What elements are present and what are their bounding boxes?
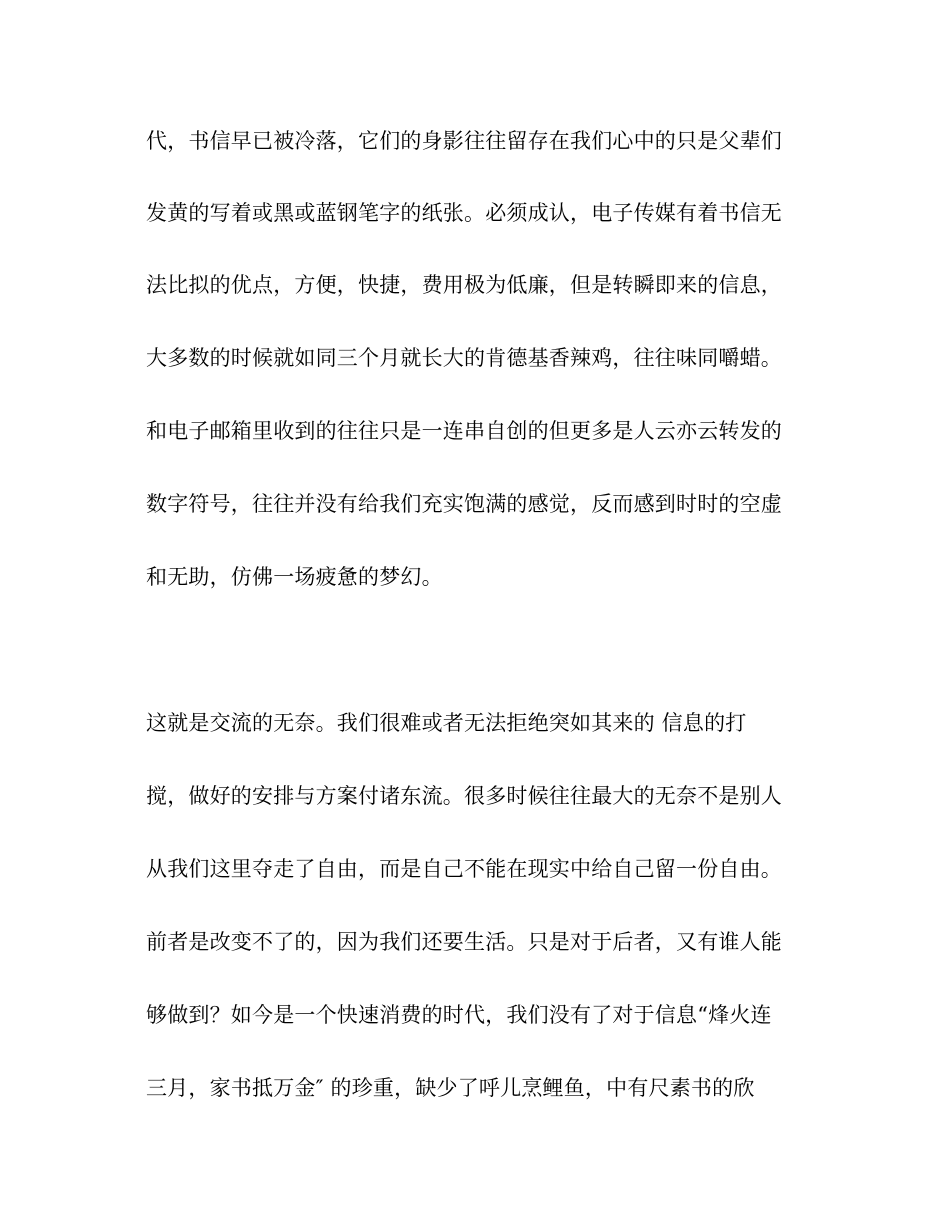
- text-line: 数字符号，往往并没有给我们充实饱满的感觉，反而感到时时的空虚: [146, 492, 782, 516]
- text-line: 搅，做好的安排与方案付诸东流。很多时候往往最大的无奈不是别人: [146, 784, 782, 808]
- text-line: 三月，家书抵万金″ 的珍重，缺少了呼儿烹鲤鱼，中有尺素书的欣: [146, 1076, 755, 1100]
- text-line: 前者是改变不了的，因为我们还要生活。只是对于后者，又有谁人能: [146, 930, 782, 954]
- text-line: 大多数的时候就如同三个月就长大的肯德基香辣鸡，往往味同嚼蜡。: [146, 346, 782, 370]
- text-line: 和无助，仿佛一场疲惫的梦幻。: [146, 565, 443, 589]
- text-line: 从我们这里夺走了自由，而是自己不能在现实中给自己留一份自由。: [146, 857, 782, 881]
- text-line: 够做到？如今是一个快速消费的时代，我们没有了对于信息“烽火连: [146, 1003, 772, 1027]
- text-line: 代，书信早已被冷落，它们的身影往往留存在我们心中的只是父辈们: [146, 129, 782, 153]
- text-line: 法比拟的优点，方便，快捷，费用极为低廉，但是转瞬即来的信息，: [146, 273, 782, 297]
- text-line: 发黄的写着或黑或蓝钢笔字的纸张。必须成认，电子传媒有着书信无: [146, 201, 782, 225]
- text-line: 和电子邮箱里收到的往往只是一连串自创的但更多是人云亦云转发的: [146, 419, 782, 443]
- text-line: 这就是交流的无奈。我们很难或者无法拒绝突如其来的 信息的打: [146, 711, 747, 735]
